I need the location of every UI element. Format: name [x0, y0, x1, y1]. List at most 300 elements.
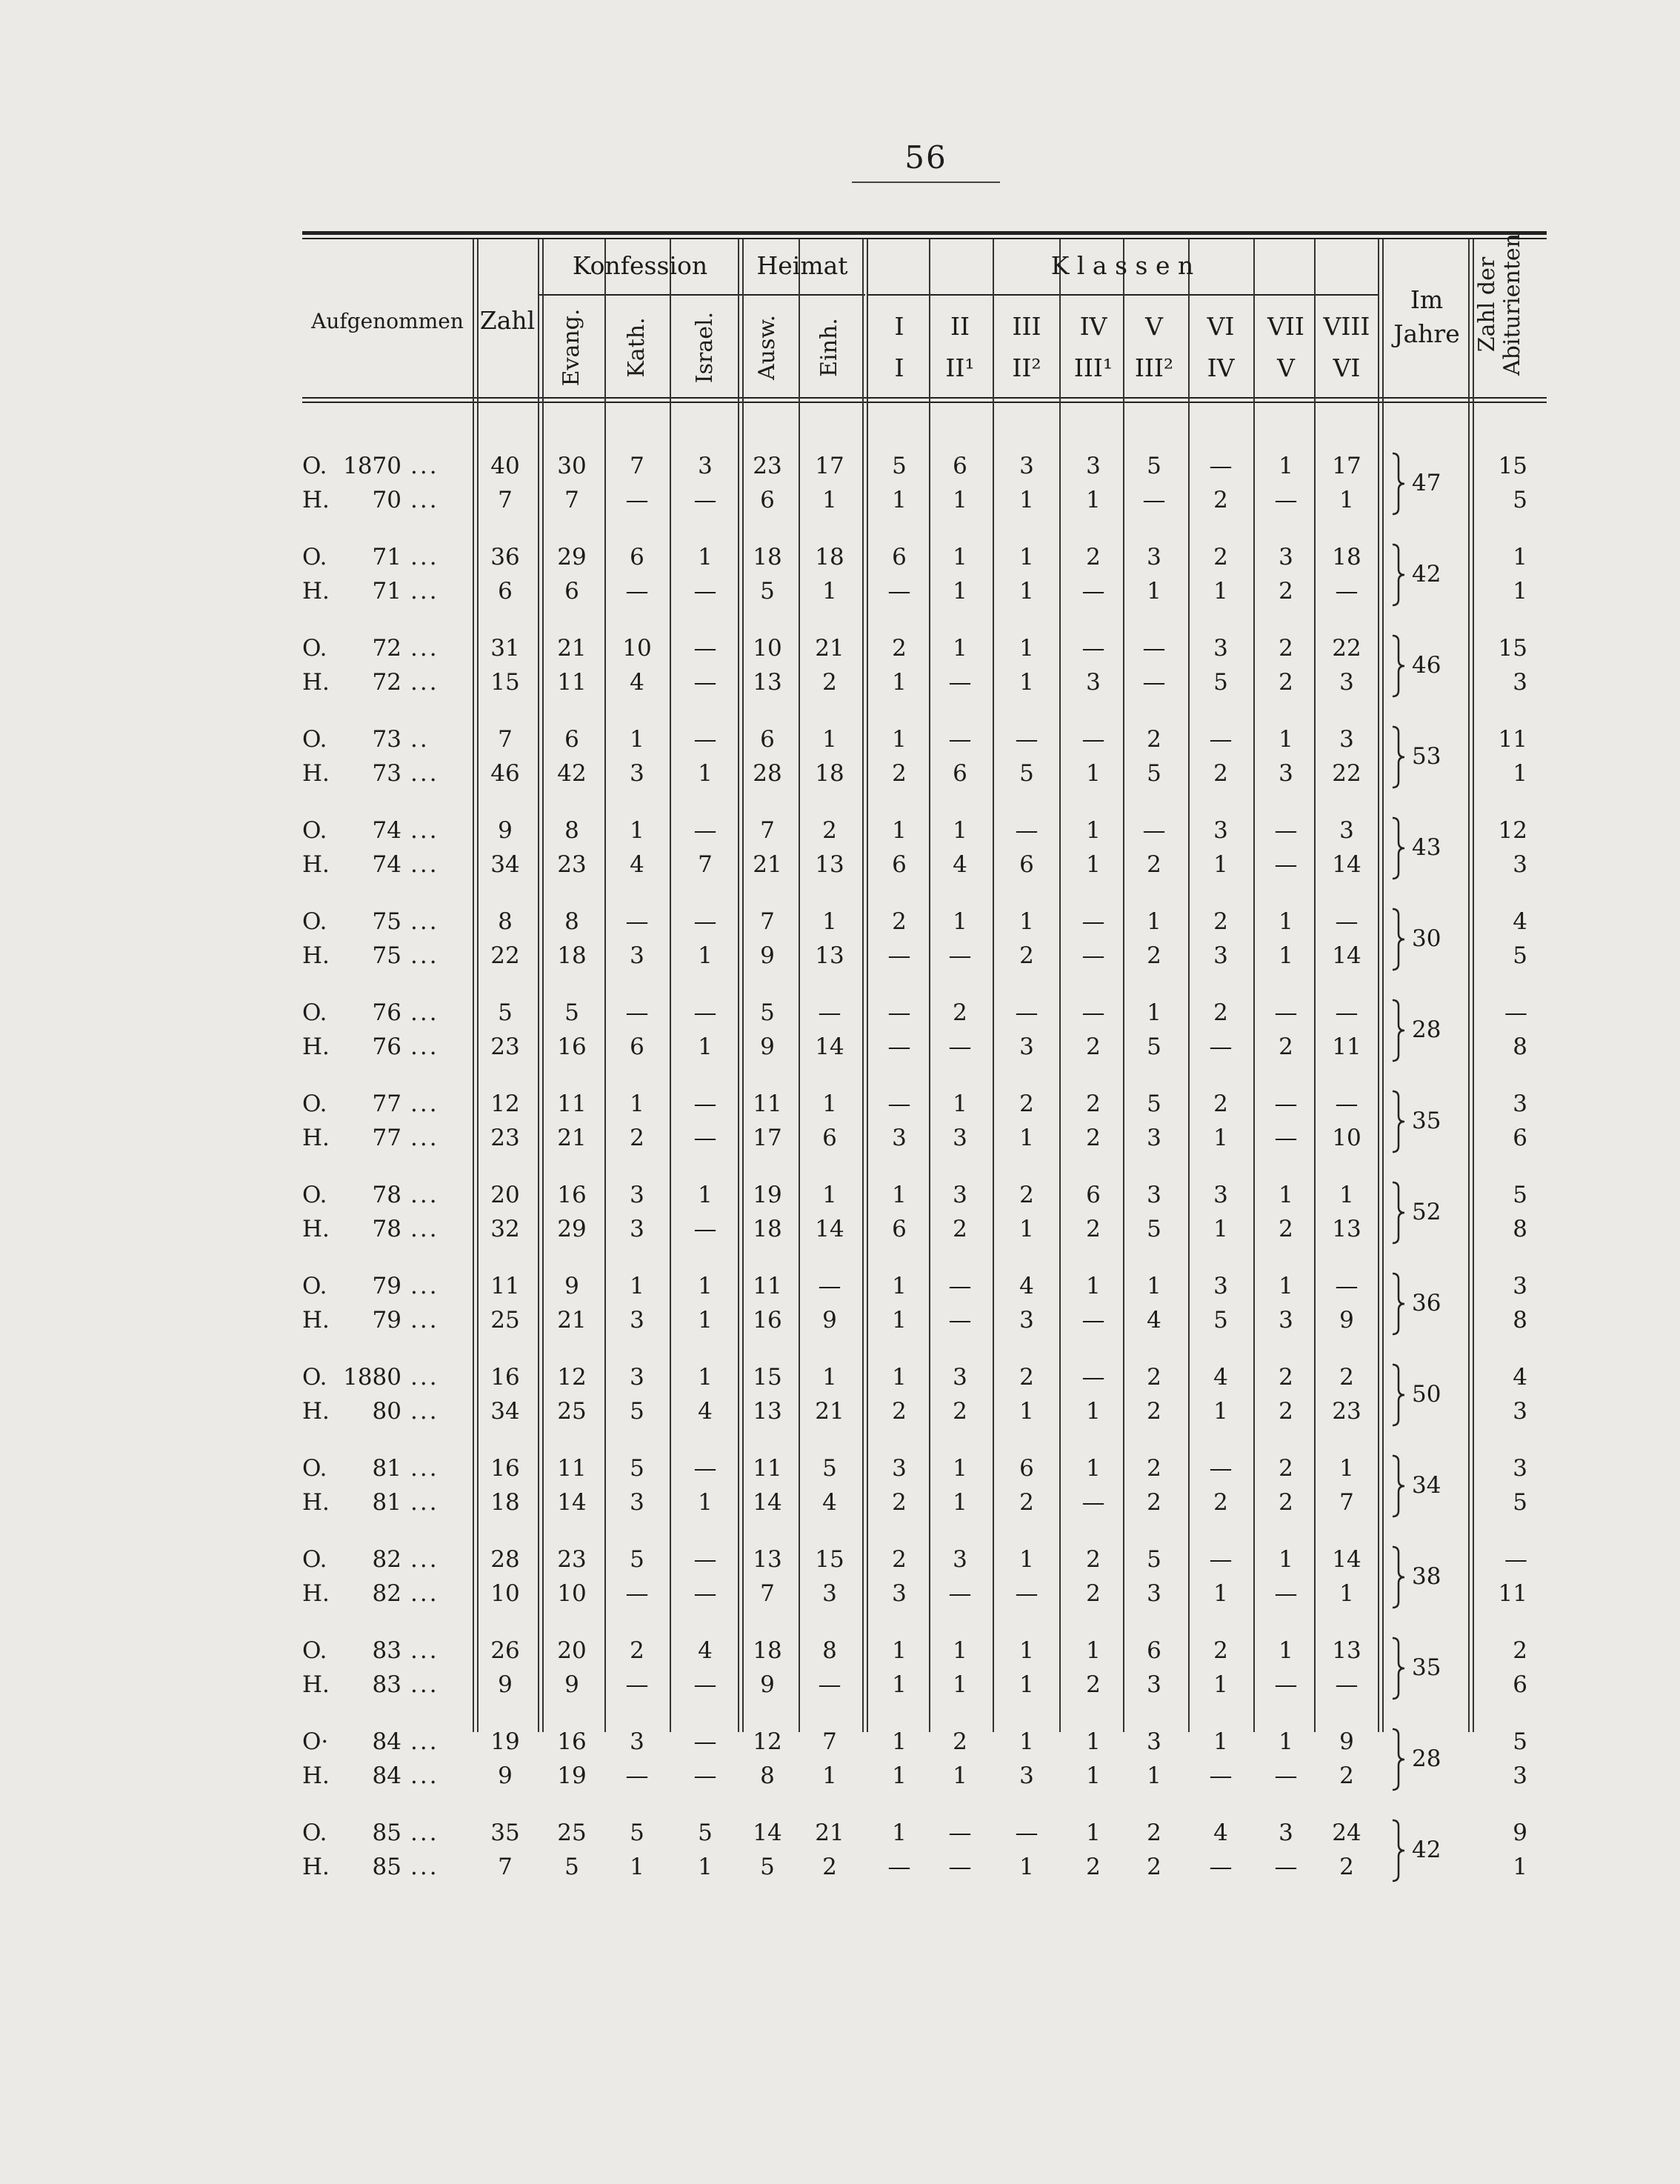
table-cell: —	[693, 908, 717, 935]
table-cell: 6	[760, 726, 775, 753]
header-klasse-top-7: VIII	[1323, 312, 1370, 341]
table-cell: 5	[760, 578, 775, 605]
table-cell: 1	[892, 1671, 907, 1698]
table-cell: 15	[753, 1364, 782, 1391]
table-cell: 1	[953, 1455, 967, 1482]
table-cell: —	[693, 1762, 717, 1789]
group-brace-path	[1393, 1000, 1404, 1061]
table-cell: 2	[1086, 1091, 1101, 1117]
table-cell: 3	[1147, 1580, 1161, 1607]
table-cell: —	[1209, 726, 1233, 753]
header-bottom-rule	[302, 397, 1547, 399]
table-cell: 4	[1213, 1820, 1228, 1846]
table-cell: 1	[1147, 1273, 1161, 1299]
table-cell: 1	[822, 487, 837, 513]
table-cell: 10	[753, 635, 782, 662]
table-cell: 2	[1086, 1546, 1101, 1573]
table-cell: 1	[1019, 1216, 1034, 1242]
table-cell: 2	[1086, 1580, 1101, 1607]
table-cell: 1	[1086, 760, 1101, 787]
abiturienten-cell: 5	[1513, 487, 1527, 513]
table-cell: 7	[630, 453, 644, 479]
table-cell: 4	[698, 1637, 713, 1664]
table-cell: —	[625, 487, 649, 513]
table-cell: —	[887, 1091, 911, 1117]
table-cell: 25	[557, 1820, 587, 1846]
table-cell: 11	[557, 1091, 587, 1117]
table-cell: 1	[1019, 578, 1034, 605]
table-cell: 40	[490, 453, 520, 479]
table-cell: 7	[760, 817, 775, 844]
header-klasse-top-0: I	[894, 312, 904, 341]
table-cell: 4	[630, 851, 644, 878]
row-prefix: H.	[302, 1125, 330, 1151]
table-cell: 5	[1147, 453, 1161, 479]
table-cell: 1	[1339, 1455, 1354, 1482]
im-jahre-cell: 47	[1412, 470, 1441, 496]
table-cell: —	[693, 1580, 717, 1607]
table-cell: 10	[557, 1580, 587, 1607]
row-prefix: O.	[302, 1637, 327, 1664]
row-prefix: H.	[302, 1854, 330, 1880]
table-cell: 1	[892, 1637, 907, 1664]
table-cell: 13	[815, 942, 844, 969]
table-cell: 23	[1332, 1398, 1361, 1425]
table-cell: 2	[822, 1854, 837, 1880]
im-jahre-cell: 46	[1412, 652, 1441, 679]
table-cell: —	[1081, 1307, 1105, 1334]
table-cell: 21	[557, 1125, 587, 1151]
table-cell: —	[1142, 635, 1166, 662]
im-jahre-cell: 34	[1412, 1472, 1441, 1499]
table-cell: 2	[1279, 635, 1293, 662]
table-cell: —	[818, 1671, 841, 1698]
table-cell: 16	[753, 1307, 782, 1334]
table-cell: —	[948, 1580, 972, 1607]
abiturienten-cell: 2	[1513, 1637, 1527, 1664]
header-klasse-bottom-1: II¹	[945, 353, 975, 382]
table-cell: 5	[1147, 1033, 1161, 1060]
group-brace	[1391, 543, 1409, 607]
table-cell: 1	[892, 726, 907, 753]
header-evang: Evang.	[559, 308, 584, 387]
table-cell: 6	[630, 544, 644, 570]
table-cell: —	[1274, 851, 1298, 878]
table-cell: 3	[1279, 1307, 1293, 1334]
table-cell: 3	[630, 1216, 644, 1242]
group-brace	[1391, 1181, 1409, 1245]
table-cell: 28	[753, 760, 782, 787]
row-dots: ...	[410, 999, 439, 1026]
row-dots: ...	[410, 1762, 439, 1789]
row-dots: ...	[410, 1398, 439, 1425]
table-cell: 5	[760, 1854, 775, 1880]
vrule-zahl-konf	[538, 239, 539, 1732]
group-brace	[1391, 1272, 1409, 1336]
table-cell: —	[1081, 908, 1105, 935]
table-cell: 2	[1213, 999, 1228, 1026]
table-cell: 3	[630, 1728, 644, 1755]
table-cell: 1	[698, 1489, 713, 1516]
table-cell: 5	[1213, 1307, 1228, 1334]
vrule-k3	[1059, 239, 1061, 1732]
table-cell: 16	[557, 1728, 587, 1755]
table-cell: 1	[953, 487, 967, 513]
header-heimat: Heimat	[756, 251, 848, 280]
table-cell: 1	[1086, 1820, 1101, 1846]
table-cell: 2	[1086, 1671, 1101, 1698]
table-cell: 5	[630, 1546, 644, 1573]
row-prefix: H.	[302, 1762, 330, 1789]
row-year: 75	[372, 908, 401, 935]
abiturienten-cell: 5	[1513, 1728, 1527, 1755]
table-cell: 15	[490, 669, 520, 696]
table-cell: 26	[490, 1637, 520, 1664]
table-cell: 5	[1147, 1216, 1161, 1242]
table-cell: 3	[630, 942, 644, 969]
table-cell: 1	[1213, 851, 1228, 878]
header-klasse-bottom-5: IV	[1207, 353, 1235, 382]
table-cell: 9	[498, 1671, 513, 1698]
row-year: 72	[372, 635, 401, 662]
group-brace-path	[1393, 1820, 1404, 1881]
table-cell: 2	[953, 1398, 967, 1425]
row-dots: ...	[410, 942, 439, 969]
table-cell: —	[887, 578, 911, 605]
table-cell: 1	[892, 487, 907, 513]
table-cell: 2	[892, 1489, 907, 1516]
im-jahre-cell: 50	[1412, 1381, 1441, 1408]
table-cell: 7	[822, 1728, 837, 1755]
header-klasse-bottom-3: III¹	[1073, 353, 1113, 382]
table-cell: 25	[557, 1398, 587, 1425]
table-cell: 12	[490, 1091, 520, 1117]
table-cell: —	[625, 578, 649, 605]
table-cell: 1	[822, 578, 837, 605]
table-cell: 2	[1147, 1489, 1161, 1516]
row-dots: ...	[410, 453, 439, 479]
row-year: 84	[372, 1728, 401, 1755]
table-cell: 6	[1147, 1637, 1161, 1664]
table-cell: 2	[1279, 1398, 1293, 1425]
table-cell: 9	[822, 1307, 837, 1334]
table-cell: 9	[760, 1033, 775, 1060]
group-brace-path	[1393, 818, 1404, 879]
group-brace	[1391, 816, 1409, 880]
row-prefix: O.	[302, 726, 327, 753]
vrule-aufg-zahl	[473, 239, 474, 1732]
table-cell: 2	[1213, 487, 1228, 513]
table-cell: —	[818, 1273, 841, 1299]
group-brace	[1391, 1637, 1409, 1700]
row-prefix: H.	[302, 1489, 330, 1516]
table-cell: —	[1081, 635, 1105, 662]
group-brace	[1391, 634, 1409, 698]
table-cell: 11	[557, 669, 587, 696]
table-cell: 3	[953, 1364, 967, 1391]
top-rule-thin	[302, 238, 1547, 239]
table-cell: 5	[1147, 760, 1161, 787]
header-kath: Kath.	[624, 317, 650, 378]
group-brace-path	[1393, 636, 1404, 696]
table-cell: 11	[753, 1091, 782, 1117]
row-year: 79	[372, 1273, 401, 1299]
table-cell: 6	[892, 1216, 907, 1242]
table-cell: 1	[1213, 578, 1228, 605]
table-cell: 2	[953, 999, 967, 1026]
table-cell: 2	[1279, 669, 1293, 696]
table-cell: 1	[698, 1273, 713, 1299]
table-cell: 9	[1339, 1307, 1354, 1334]
vrule-k2	[993, 239, 994, 1732]
row-dots: ...	[410, 1728, 439, 1755]
page-number: 56	[904, 139, 947, 176]
table-cell: 21	[753, 851, 782, 878]
table-cell: —	[1209, 453, 1233, 479]
table-cell: 7	[1339, 1489, 1354, 1516]
table-cell: —	[625, 1580, 649, 1607]
table-cell: 6	[1019, 1455, 1034, 1482]
group-brace-path	[1393, 1456, 1404, 1517]
row-dots: ...	[410, 544, 439, 570]
table-cell: 4	[1213, 1364, 1228, 1391]
table-cell: 3	[1019, 453, 1034, 479]
header-klasse-bottom-0: I	[894, 353, 904, 382]
table-cell: 6	[953, 760, 967, 787]
header-ausw: Ausw.	[754, 314, 780, 381]
table-cell: 4	[953, 851, 967, 878]
row-year: 85	[372, 1854, 401, 1880]
table-cell: 19	[753, 1182, 782, 1208]
table-cell: 1	[1019, 487, 1034, 513]
table-cell: 14	[1332, 942, 1361, 969]
table-cell: 5	[1147, 1546, 1161, 1573]
table-cell: 1	[1213, 1398, 1228, 1425]
table-cell: 2	[1279, 578, 1293, 605]
table-cell: 1	[698, 544, 713, 570]
table-cell: —	[693, 1091, 717, 1117]
table-cell: 9	[498, 817, 513, 844]
table-cell: —	[625, 1671, 649, 1698]
row-dots: ...	[410, 578, 439, 605]
im-jahre-cell: 30	[1412, 925, 1441, 952]
table-cell: 1	[892, 1307, 907, 1334]
table-cell: 1	[1279, 453, 1293, 479]
abiturienten-cell: 3	[1513, 1398, 1527, 1425]
im-jahre-cell: 42	[1412, 561, 1441, 587]
im-jahre-cell: 52	[1412, 1199, 1441, 1225]
row-dots: ...	[410, 851, 439, 878]
table-cell: 6	[953, 453, 967, 479]
table-cell: —	[1015, 1580, 1039, 1607]
table-cell: —	[1081, 999, 1105, 1026]
table-cell: 14	[557, 1489, 587, 1516]
table-cell: 29	[557, 544, 587, 570]
header-einh: Einh.	[816, 318, 842, 377]
row-prefix: O.	[302, 1091, 327, 1117]
table-cell: 13	[1332, 1637, 1361, 1664]
row-year: 1880	[343, 1364, 401, 1391]
table-cell: 23	[557, 1546, 587, 1573]
table-cell: 1	[1086, 1273, 1101, 1299]
table-cell: 22	[1332, 635, 1361, 662]
table-cell: —	[693, 1455, 717, 1482]
table-cell: 1	[698, 1033, 713, 1060]
abiturienten-cell: 12	[1498, 817, 1527, 844]
klassen-rule	[867, 294, 1378, 296]
table-cell: 29	[557, 1216, 587, 1242]
table-cell: 16	[557, 1182, 587, 1208]
group-brace-path	[1393, 1365, 1404, 1425]
table-cell: 3	[1213, 1182, 1228, 1208]
table-cell: 1	[892, 669, 907, 696]
table-cell: 1	[822, 1762, 837, 1789]
table-cell: —	[948, 726, 972, 753]
table-cell: —	[1274, 1854, 1298, 1880]
abiturienten-cell: 3	[1513, 1091, 1527, 1117]
table-cell: 1	[1339, 1580, 1354, 1607]
table-cell: 1	[953, 1671, 967, 1698]
abiturienten-cell: 3	[1513, 669, 1527, 696]
table-cell: 2	[1147, 1364, 1161, 1391]
table-cell: —	[625, 908, 649, 935]
row-prefix: O.	[302, 1182, 327, 1208]
header-klasse-top-3: IV	[1079, 312, 1107, 341]
table-cell: 1	[953, 1091, 967, 1117]
row-year: 73	[372, 726, 401, 753]
table-cell: 8	[760, 1762, 775, 1789]
table-cell: —	[1081, 1364, 1105, 1391]
row-prefix: H.	[302, 1671, 330, 1698]
row-dots: ...	[410, 1671, 439, 1698]
table-cell: 18	[753, 1216, 782, 1242]
table-cell: 1	[1086, 1762, 1101, 1789]
table-cell: 2	[1086, 544, 1101, 570]
row-prefix: O.	[302, 1546, 327, 1573]
table-cell: 6	[630, 1033, 644, 1060]
table-cell: 5	[892, 453, 907, 479]
table-cell: 2	[1213, 908, 1228, 935]
table-cell: 1	[630, 817, 644, 844]
table-cell: 5	[1213, 669, 1228, 696]
vrule-jahre-abit-b	[1473, 239, 1474, 1732]
row-year: 83	[372, 1637, 401, 1664]
table-cell: 14	[753, 1820, 782, 1846]
row-prefix: H.	[302, 1580, 330, 1607]
vrule-k6	[1253, 239, 1255, 1732]
table-cell: 1	[1019, 1854, 1034, 1880]
table-cell: 6	[822, 1125, 837, 1151]
header-klasse-bottom-7: VI	[1333, 353, 1361, 382]
table-cell: 6	[892, 851, 907, 878]
table-cell: 2	[822, 817, 837, 844]
table-cell: 1	[822, 908, 837, 935]
table-cell: 2	[1279, 1455, 1293, 1482]
row-year: 83	[372, 1671, 401, 1698]
table-cell: 1	[892, 1820, 907, 1846]
row-year: 82	[372, 1580, 401, 1607]
row-prefix: O.	[302, 908, 327, 935]
table-cell: —	[693, 1546, 717, 1573]
table-cell: 3	[1213, 635, 1228, 662]
table-cell: 30	[557, 453, 587, 479]
row-year: 84	[372, 1762, 401, 1789]
table-cell: —	[1335, 908, 1359, 935]
table-cell: 5	[822, 1455, 837, 1482]
table-cell: —	[1335, 578, 1359, 605]
table-cell: 13	[753, 1546, 782, 1573]
header-im-jahre: Im Jahre	[1393, 285, 1460, 349]
row-dots: ...	[410, 1854, 439, 1880]
table-cell: 3	[1086, 453, 1101, 479]
table-cell: 11	[1332, 1033, 1361, 1060]
table-cell: 12	[753, 1728, 782, 1755]
table-cell: —	[1081, 578, 1105, 605]
group-brace	[1391, 1454, 1409, 1518]
group-brace	[1391, 1819, 1409, 1882]
table-cell: 3	[1147, 1728, 1161, 1755]
abiturienten-cell: 4	[1513, 908, 1527, 935]
table-cell: 1	[1019, 1728, 1034, 1755]
row-prefix: O.	[302, 635, 327, 662]
table-cell: 3	[698, 453, 713, 479]
row-dots: ...	[410, 1182, 439, 1208]
table-cell: 10	[1332, 1125, 1361, 1151]
abiturienten-cell: —	[1504, 1546, 1527, 1573]
table-cell: 2	[892, 1546, 907, 1573]
table-cell: —	[1142, 669, 1166, 696]
table-cell: 2	[1279, 1216, 1293, 1242]
row-prefix: O.	[302, 817, 327, 844]
table-cell: —	[693, 817, 717, 844]
table-cell: 19	[490, 1728, 520, 1755]
table-cell: 2	[1086, 1216, 1101, 1242]
table-cell: 2	[892, 908, 907, 935]
table-cell: 2	[1213, 1637, 1228, 1664]
table-cell: 2	[892, 760, 907, 787]
header-klasse-bottom-6: V	[1277, 353, 1295, 382]
table-cell: 1	[1147, 908, 1161, 935]
table-cell: 2	[630, 1637, 644, 1664]
row-dots: ...	[410, 817, 439, 844]
table-cell: 13	[815, 851, 844, 878]
table-cell: 11	[753, 1273, 782, 1299]
table-cell: 1	[1086, 1728, 1101, 1755]
table-cell: 1	[1086, 487, 1101, 513]
im-jahre-cell: 38	[1412, 1563, 1441, 1590]
row-year: 81	[372, 1489, 401, 1516]
table-cell: 1	[1147, 1762, 1161, 1789]
row-dots: ...	[410, 1033, 439, 1060]
table-cell: 3	[822, 1580, 837, 1607]
group-brace-path	[1393, 1638, 1404, 1699]
row-year: 76	[372, 1033, 401, 1060]
group-brace	[1391, 1363, 1409, 1427]
row-prefix: O.	[302, 544, 327, 570]
table-cell: —	[1335, 1273, 1359, 1299]
abiturienten-cell: 5	[1513, 1489, 1527, 1516]
vrule-klassen-jahre	[1378, 239, 1379, 1732]
group-brace	[1391, 1545, 1409, 1609]
table-cell: 4	[1147, 1307, 1161, 1334]
table-cell: 3	[1279, 1820, 1293, 1846]
row-dots: ...	[410, 1489, 439, 1516]
table-cell: 2	[630, 1125, 644, 1151]
row-prefix: H.	[302, 669, 330, 696]
table-cell: 19	[557, 1762, 587, 1789]
table-cell: 1	[1086, 1637, 1101, 1664]
table-cell: 2	[1086, 1125, 1101, 1151]
